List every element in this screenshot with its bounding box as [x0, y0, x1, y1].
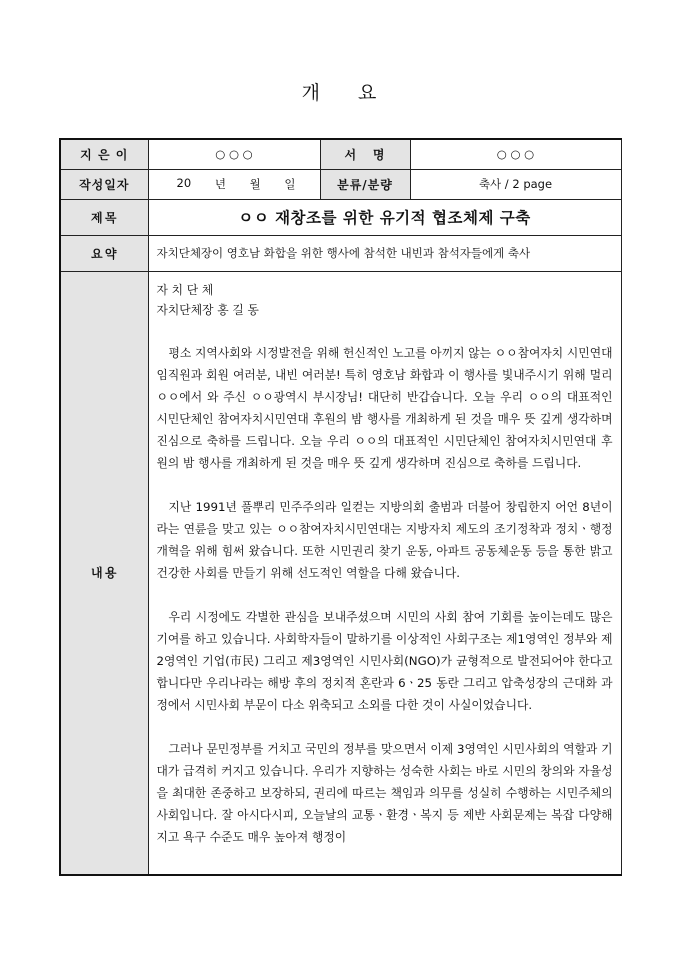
name-label-a: 서 — [344, 147, 358, 162]
speech-content — [149, 272, 621, 856]
date-month-unit: 월 — [249, 177, 261, 191]
title-label-b: 목 — [104, 210, 118, 225]
author-label: 지 은 이 — [60, 139, 148, 169]
summary-label-a: 요 — [91, 246, 104, 261]
content-cell — [148, 271, 621, 875]
content-row — [60, 271, 621, 875]
summary-text: 자치단체장이 영호남 화합을 위한 행사에 참석한 내빈과 참석자들에게 축사 — [156, 246, 531, 260]
category-label: 분류/분량 — [320, 169, 410, 199]
author-value: ○ ○ ○ — [148, 139, 320, 169]
summary-row — [60, 235, 621, 271]
page-title-part1: 개 — [301, 82, 322, 104]
date-year-unit: 년 — [214, 177, 226, 191]
paragraph-4: 그러나 문민정부를 거치고 국민의 정부를 맞으면서 이제 3영역인 시민사회의 역할과 기대가 급격히 커지고 있습니다. 우리가 지향하는 성숙한 사회는 바로 시민의 창의와 자율성을 최대한 존중하고 보장하되, 권리에 따르는 책임과 의무를 성실히 수행하는 시민주체의 사회입니다. 잘 아시다시피, 오늘날의 교통ㆍ환경ㆍ복지 등 제반 사회문제는 복잡 다양해지고 욕구 수준도 매우 높아져 행정이 — [156, 741, 613, 844]
summary-label — [60, 235, 148, 271]
date-value — [148, 169, 320, 199]
date-year: 20 — [176, 176, 192, 190]
paragraph-2: 지난 1991년 풀뿌리 민주주의라 일컫는 지방의회 출범과 더불어 창립한지 어언 8년이라는 연륜을 맞고 있는 ㅇㅇ참여자치시민연대는 지방자치 제도의 조기정착과 정치ㆍ행정 개혁을 위해 힘써 왔습니다. 또한 시민권리 찾기 운동, 아파트 공동체운동 등을 통한 밝고 건강한 사회를 만들기 위해 선도적인 역할을 다해 왔습니다. — [156, 499, 613, 580]
date-row — [60, 169, 621, 199]
page-title — [0, 78, 680, 105]
name-label-b: 명 — [372, 147, 386, 162]
title-label — [60, 199, 148, 235]
title-row — [60, 199, 621, 235]
date-day-unit: 일 — [284, 177, 296, 191]
paragraph-3: 우리 시정에도 각별한 관심을 보내주셨으며 시민의 사회 참여 기회를 높이는데도 많은 기여를 하고 있습니다. 사회학자들이 말하기를 이상적인 사회구조는 제1영역인 정부와 제2영역인 기업(市民) 그리고 제3영역인 시민사회(NGO)가 균형적으로 발전되어야 한다고 합니다만 우리나라는 해방 후의 정치적 혼란과 6ㆍ25 동란 그리고 압축성장의 근대화 과정에서 시민사회 부문이 다소 위축되고 소외를 다한 것이 사실이었습니다. — [156, 609, 613, 712]
content-label-a: 내 — [91, 566, 104, 581]
document-title: ㅇㅇ 재창조를 위한 유기적 협조체제 구축 — [238, 209, 531, 227]
author-row — [60, 139, 621, 169]
category-value: 축사 / 2 page — [410, 169, 621, 199]
content-label-b: 용 — [104, 566, 118, 581]
title-value-cell — [148, 199, 621, 235]
signature-org: 자 치 단 체 — [156, 282, 214, 297]
name-value: ○ ○ ○ — [410, 139, 621, 169]
content-label — [60, 271, 148, 875]
paragraph-1: 평소 지역사회와 시정발전을 위해 헌신적인 노고를 아끼지 않는 ㅇㅇ참여자치 시민연대 임직원과 회원 여러분, 내빈 여러분! 특히 영호남 화합과 이 행사를 빛내주시기 위해 멀리 ㅇㅇ에서 와 주신 ㅇㅇ광역시 부시장님! 대단히 반갑습니다. 오늘 우리 ㅇㅇ의 대표적인 시민단체인 참여자치시민연대 후원의 밤 행사를 개최하게 된 것을 매우 뜻 깊게 생각하며 진심으로 축하를 드립니다. 오늘 우리 ㅇㅇ의 대표적인 시민단체인 참여자치시민연대 후원의 밤 행사를 개최하게 된 것을 매우 뜻 깊게 생각하며 진심으로 축하를 드립니다. — [156, 345, 613, 470]
summary-table — [59, 138, 622, 876]
summary-value-cell — [148, 235, 621, 271]
signature-name: 자치단체장 홍 길 동 — [156, 302, 259, 317]
date-label: 작성일자 — [60, 169, 148, 199]
summary-label-b: 약 — [104, 246, 118, 261]
page-title-part2: 요 — [358, 82, 379, 104]
name-label — [320, 139, 410, 169]
title-label-a: 제 — [91, 210, 104, 225]
